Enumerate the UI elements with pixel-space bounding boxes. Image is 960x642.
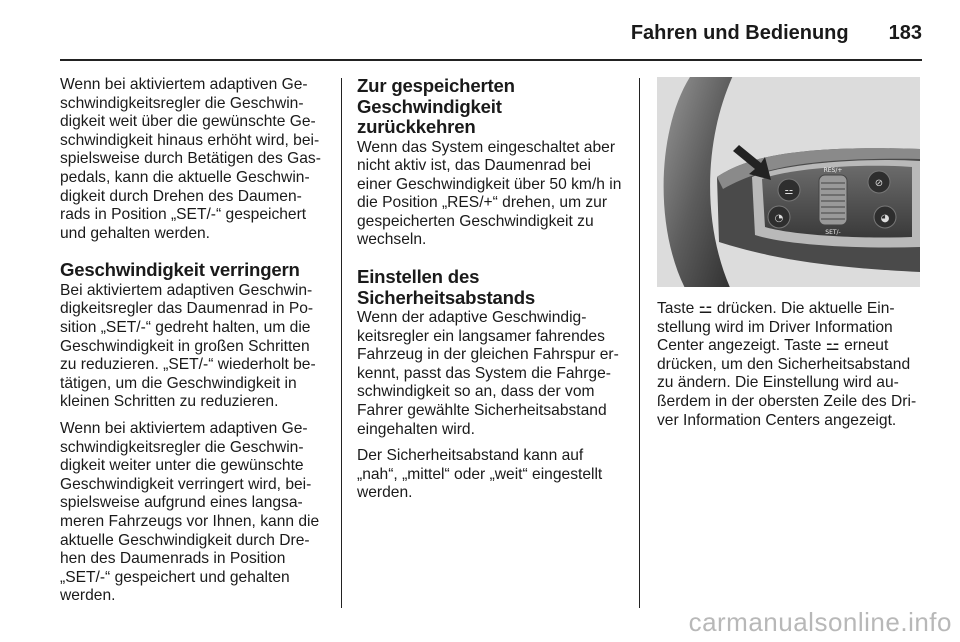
paragraph: Wenn der adaptive Geschwindigkeitsregler ein langsamer fahrendes Fahrzeug in der gleichen Fahrspur erkennt, passt das System die Fahrgeschwindigkeit so an, dass der vom Fahrer gewählte Sicherheitsabstand eingehalten wird. bbox=[357, 309, 619, 438]
distance-icon: ⚍ bbox=[784, 186, 794, 197]
res-label: RES/+ bbox=[823, 167, 843, 174]
page-title: Fahren und Bedienung bbox=[630, 21, 849, 44]
paragraph: Wenn das System eingeschaltet aber nicht aktiv ist, das Daumenrad bei einer Geschwindigkeit über 50 km/h in die Position „RES/+“ drehen, um zur gespeicherten Geschwindigkeit zu wechseln. bbox=[357, 138, 622, 249]
set-label: SET/- bbox=[825, 229, 841, 236]
header-rule bbox=[60, 59, 922, 61]
cruise-on-icon: ◔ bbox=[774, 213, 784, 224]
paragraph: Der Sicherheitsabstand kann auf „nah“, „mittel“ oder „weit“ eingestellt werden. bbox=[357, 447, 603, 502]
cancel-icon: ⊘ bbox=[874, 178, 884, 189]
section-heading: Zur gespeicherten Geschwindigkeit zurückkehren bbox=[357, 75, 515, 137]
column-2 bbox=[357, 76, 625, 511]
figure-caption: Taste ⚍ drücken. Die aktuelle Einstellung wird im Driver Information Center angezeigt. Taste ⚍ erneut drücken, um den Sicherheitsabstand zu ändern. Die Einstellung wird außerdem in der obersten Zeile des Driver Information Centers angezeigt. bbox=[657, 300, 917, 429]
column-divider bbox=[639, 78, 640, 608]
page-number: 183 bbox=[888, 21, 922, 44]
watermark: carmanualsonline.info bbox=[688, 607, 952, 637]
section-heading: Einstellen des Sicherheitsabstands bbox=[357, 266, 536, 308]
column-1 bbox=[60, 76, 325, 614]
section-heading: Geschwindigkeit verringern bbox=[60, 259, 300, 281]
page-header bbox=[60, 18, 922, 48]
paragraph: Wenn bei aktiviertem adaptiven Geschwindigkeitsregler die Geschwindigkeit weit über die gewünschte Geschwindigkeit hinaus erhöht wird, beispielsweise durch Betätigen des Gaspedals, kann die aktuelle Geschwindigkeit durch Drehen des Daumenrads in Position „SET/-“ gespeichert und gehalten werden. bbox=[60, 76, 321, 242]
steering-wheel-figure bbox=[657, 77, 920, 287]
paragraph: Wenn bei aktiviertem adaptiven Geschwindigkeitsregler die Geschwindigkeit weiter unter die gewünschte Geschwindigkeit verringert wird, beispielsweise aufgrund eines langsameren Fahrzeugs vor Ihnen, kann die aktuelle Geschwindigkeit durch Drehen des Daumenrads in Position „SET/-“ gespeichert und gehalten werden. bbox=[60, 420, 320, 605]
steering-wheel-illustration bbox=[657, 77, 920, 287]
column-divider bbox=[341, 78, 342, 608]
speedo-icon: ◕ bbox=[880, 213, 890, 224]
paragraph: Bei aktiviertem adaptiven Geschwindigkeitsregler das Daumenrad in Position „SET/-“ gedreht halten, um die Geschwindigkeit in großen Schritten zu reduzieren. „SET/-“ wiederholt betätigen, um die Geschwindigkeit in kleinen Schritten zu reduzieren. bbox=[60, 281, 316, 411]
